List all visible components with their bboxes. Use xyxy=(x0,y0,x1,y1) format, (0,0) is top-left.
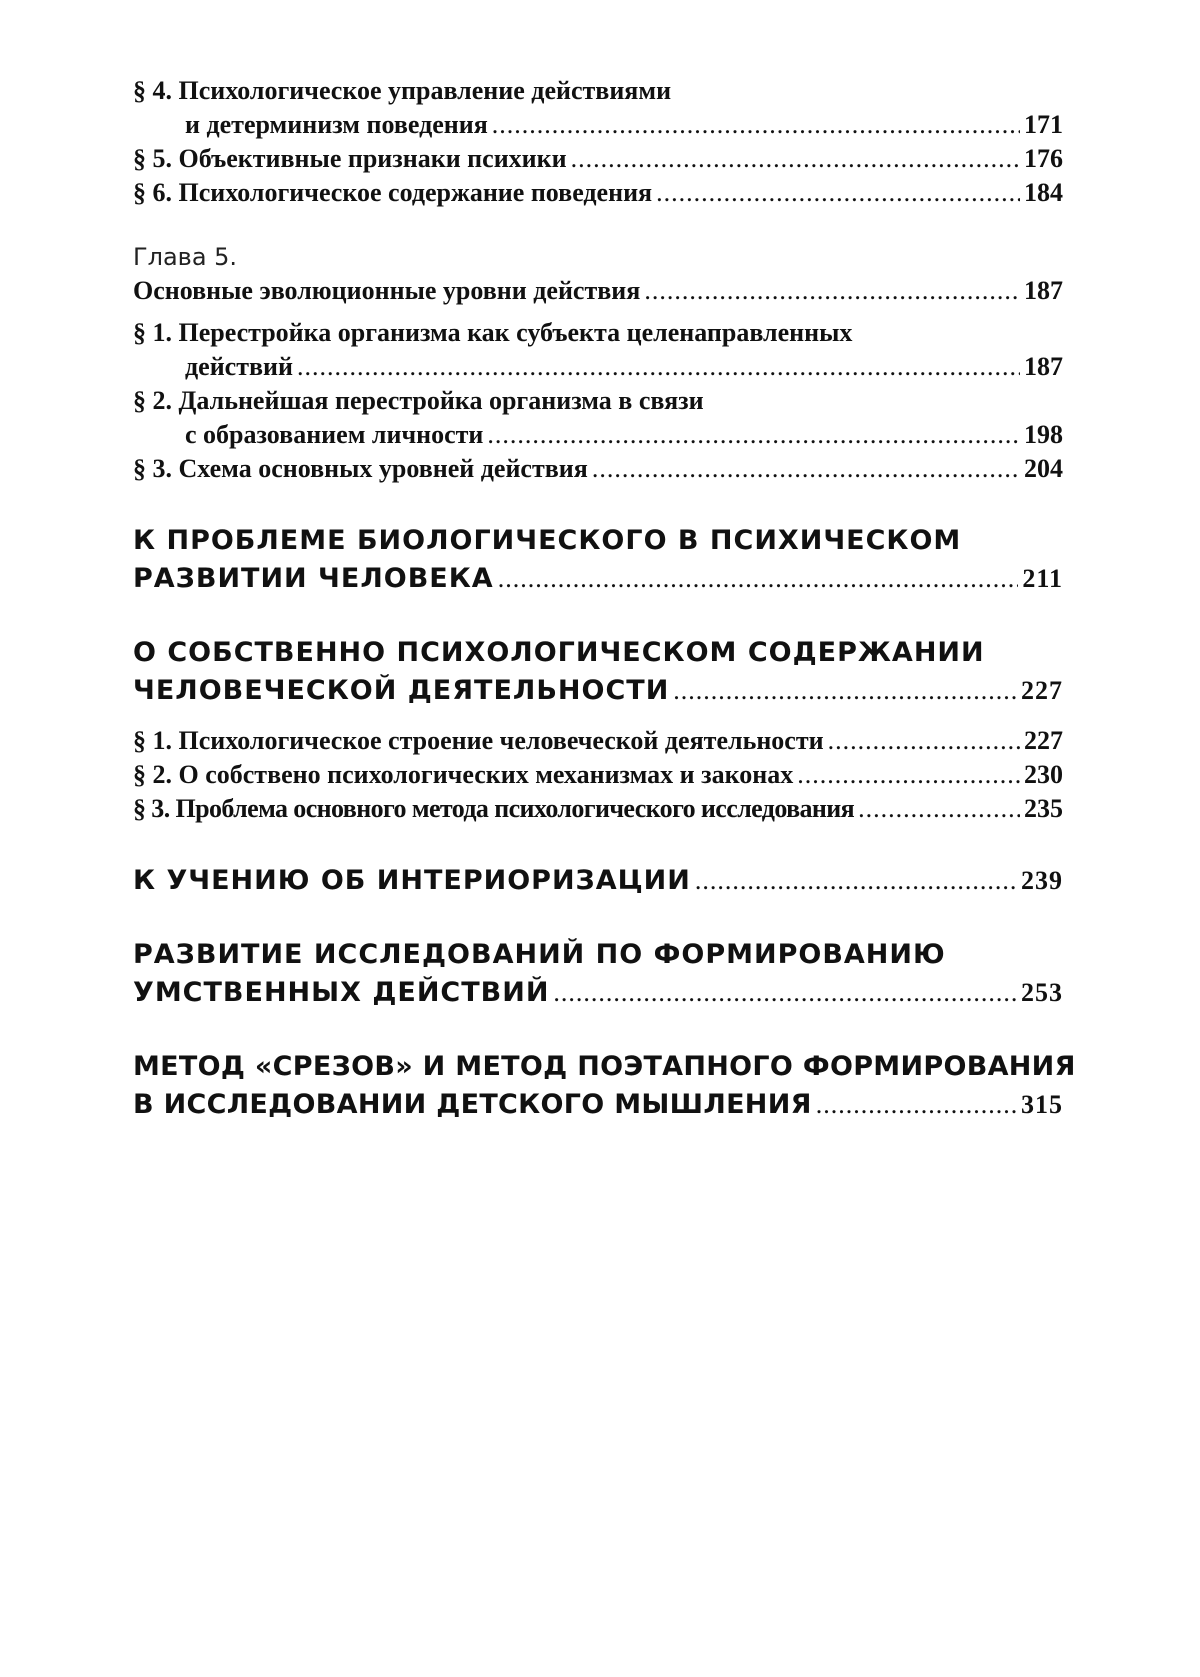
article-title-line: О СОБСТВЕННО ПСИХОЛОГИЧЕСКОМ СОДЕРЖАНИИ xyxy=(133,634,1063,672)
toc-entry[interactable] xyxy=(133,176,1063,210)
chapter-label: Глава 5. xyxy=(133,240,1063,274)
chapter-title: Основные эволюционные уровни действия xyxy=(133,274,640,308)
article-title: ЧЕЛОВЕЧЕСКОЙ ДЕЯТЕЛЬНОСТИ xyxy=(133,672,669,710)
toc-entry[interactable] xyxy=(133,452,1063,486)
toc-page-number: 198 xyxy=(1024,418,1063,452)
toc-page-number: 227 xyxy=(1021,672,1063,710)
toc-page-number: 239 xyxy=(1021,862,1063,900)
toc-page-number: 315 xyxy=(1021,1086,1063,1124)
toc-page-number: 184 xyxy=(1024,176,1063,210)
leader-dots xyxy=(571,142,1020,176)
leader-dots xyxy=(816,1086,1017,1124)
article-entry[interactable] xyxy=(133,862,1063,900)
toc-page-number: 171 xyxy=(1024,108,1063,142)
leader-dots xyxy=(858,792,1020,826)
toc-entry[interactable] xyxy=(133,108,1063,142)
toc-entry-line: § 2. Дальнейшая перестройка организма в связи xyxy=(133,384,1063,418)
toc-page-number: 204 xyxy=(1024,452,1063,486)
leader-dots xyxy=(644,274,1020,308)
toc-entry[interactable] xyxy=(133,758,1063,792)
toc-entry-text: § 2. О собствено психологических механизмах и законах xyxy=(133,758,793,792)
article-title: К УЧЕНИЮ ОБ ИНТЕРИОРИЗАЦИИ xyxy=(133,862,691,900)
toc-entry-line: § 1. Перестройка организма как субъекта целенаправленных xyxy=(133,316,1063,350)
article-entry[interactable] xyxy=(133,672,1063,710)
leader-dots xyxy=(673,672,1017,710)
toc-page-number: 253 xyxy=(1021,974,1063,1012)
article-title-line: РАЗВИТИЕ ИССЛЕДОВАНИЙ ПО ФОРМИРОВАНИЮ xyxy=(133,936,1063,974)
article-entry[interactable] xyxy=(133,560,1063,598)
toc-entry[interactable] xyxy=(133,792,1063,826)
leader-dots xyxy=(695,862,1017,900)
toc-page-number: 211 xyxy=(1022,560,1063,598)
leader-dots xyxy=(828,724,1020,758)
article-title-line: К ПРОБЛЕМЕ БИОЛОГИЧЕСКОГО В ПСИХИЧЕСКОМ xyxy=(133,522,1063,560)
article-entry[interactable] xyxy=(133,1086,1063,1124)
article-title-line: МЕТОД «СРЕЗОВ» И МЕТОД ПОЭТАПНОГО ФОРМИРОВАНИЯ xyxy=(133,1048,1063,1086)
leader-dots xyxy=(656,176,1020,210)
toc-page-number: 227 xyxy=(1024,724,1063,758)
toc-page-number: 187 xyxy=(1024,350,1063,384)
toc-page-number: 187 xyxy=(1024,274,1063,308)
leader-dots xyxy=(592,452,1020,486)
leader-dots xyxy=(553,974,1017,1012)
leader-dots xyxy=(498,560,1019,598)
article-title: В ИССЛЕДОВАНИИ ДЕТСКОГО МЫШЛЕНИЯ xyxy=(133,1086,812,1124)
toc-entry-text: § 6. Психологическое содержание поведения xyxy=(133,176,652,210)
toc-entry-text: § 3. Схема основных уровней действия xyxy=(133,452,588,486)
toc-entry-text: § 1. Психологическое строение человеческой деятельности xyxy=(133,724,824,758)
toc-entry[interactable] xyxy=(133,418,1063,452)
toc-page-number: 176 xyxy=(1024,142,1063,176)
leader-dots xyxy=(297,350,1020,384)
toc-entry-text: и детерминизм поведения xyxy=(185,108,488,142)
leader-dots xyxy=(487,418,1020,452)
toc-entry-text: § 5. Объективные признаки психики xyxy=(133,142,567,176)
table-of-contents xyxy=(133,74,1063,1124)
chapter-title-entry[interactable] xyxy=(133,274,1063,308)
article-title: УМСТВЕННЫХ ДЕЙСТВИЙ xyxy=(133,974,549,1012)
toc-entry[interactable] xyxy=(133,350,1063,384)
toc-page-number: 230 xyxy=(1024,758,1063,792)
toc-entry-text: с образованием личности xyxy=(185,418,483,452)
toc-page-number: 235 xyxy=(1024,792,1063,826)
toc-entry-text: действий xyxy=(185,350,293,384)
leader-dots xyxy=(797,758,1020,792)
toc-entry[interactable] xyxy=(133,724,1063,758)
article-title: РАЗВИТИИ ЧЕЛОВЕКА xyxy=(133,560,494,598)
toc-entry-line: § 4. Психологическое управление действиями xyxy=(133,74,1063,108)
leader-dots xyxy=(492,108,1020,142)
toc-entry-text: § 3. Проблема основного метода психологического исследования xyxy=(133,792,854,826)
article-entry[interactable] xyxy=(133,974,1063,1012)
toc-entry[interactable] xyxy=(133,142,1063,176)
